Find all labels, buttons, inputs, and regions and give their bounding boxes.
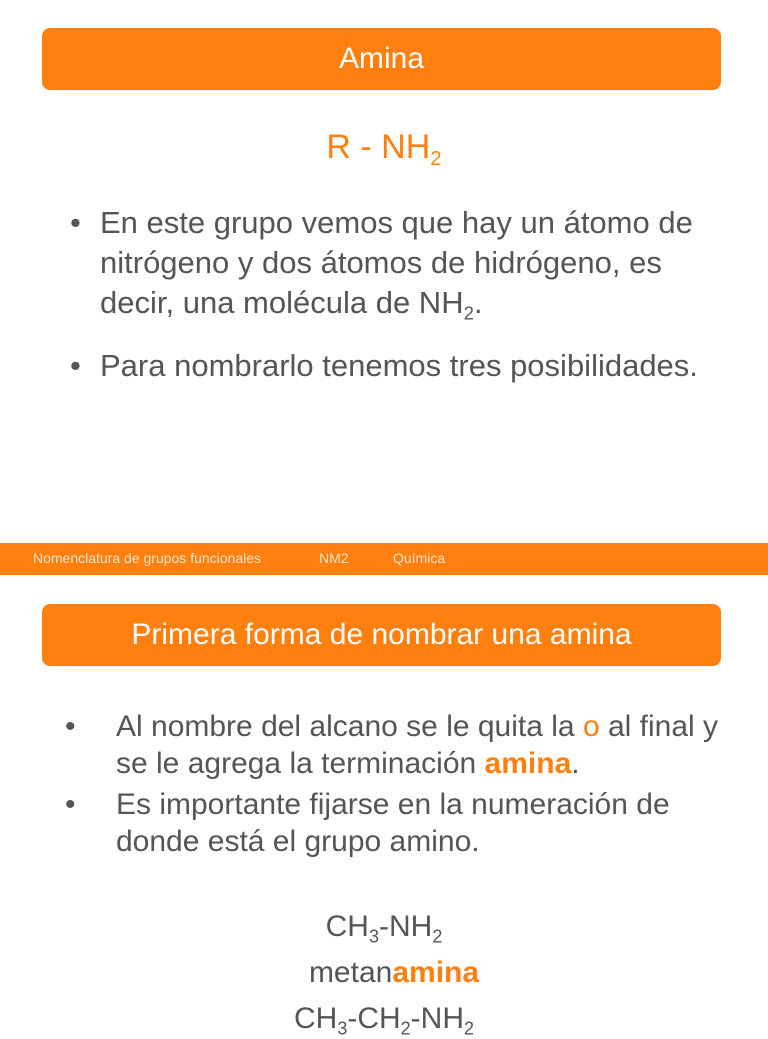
bullet-list xyxy=(70,203,730,398)
bullet-icon: • xyxy=(70,205,81,240)
bullet-icon: • xyxy=(70,347,81,383)
footer-subject: Química xyxy=(393,550,446,566)
list-item: • Para nombrarlo tenemos tres posibilidades. xyxy=(70,346,730,386)
slide-title-2: Primera forma de nombrar una amina xyxy=(42,604,721,666)
example-name-1: metanamina xyxy=(308,956,480,989)
example-formula-1: $CH_3-NH_2$ xyxy=(325,910,443,947)
list-item: • Al nombre del alcano se le quita la o al final y se le agrega la terminación amina. xyxy=(65,710,719,780)
bullet-icon: • xyxy=(65,710,76,743)
example-formula-2: $CH_3-CH_2-NH_2$ xyxy=(293,1002,475,1039)
general-formula: R - $NH_2$ xyxy=(326,128,442,171)
list-item: • En este grupo vemos que hay un átomo de nitrógeno y dos átomos de hidrógeno, es decir, una molécula de $NH_2$. xyxy=(70,205,693,324)
bullet-list-2 xyxy=(60,708,740,864)
list-item: • Es importante fijarse en la numeración de donde está el grupo amino. xyxy=(65,788,670,858)
slide-title: Amina xyxy=(42,28,721,90)
footer-course: Nomenclatura de grupos funcionales xyxy=(33,550,262,566)
slide-footer xyxy=(0,543,768,575)
footer-level: NM2 xyxy=(319,550,349,566)
bullet-icon: • xyxy=(65,788,76,821)
